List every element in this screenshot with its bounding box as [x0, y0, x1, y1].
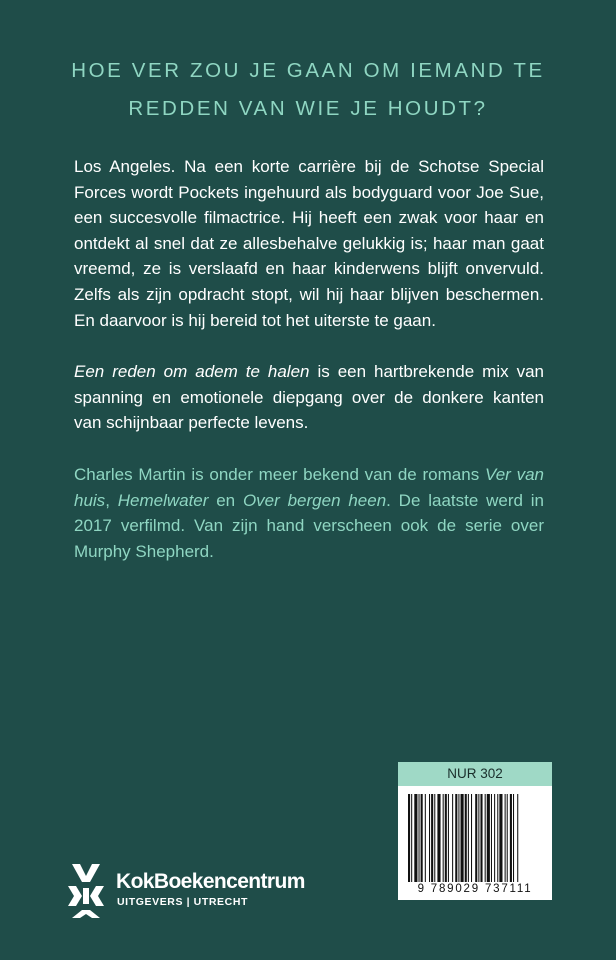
blurb-paragraph-2 [74, 359, 544, 436]
barcode-bar [507, 794, 508, 882]
barcode-bar [487, 794, 490, 882]
barcode-bar [421, 794, 423, 882]
barcode-bar [411, 794, 412, 882]
barcode-bar [414, 794, 417, 882]
barcode-bar [485, 794, 486, 882]
barcode-bar [431, 794, 433, 882]
barcode-bar [499, 794, 502, 882]
barcode-bar [497, 794, 498, 882]
tagline-line-1: HOE VER ZOU JE GAAN OM IEMAND TE [71, 59, 545, 82]
tagline [0, 52, 616, 128]
barcode-bar [445, 794, 447, 882]
star-burst-icon [66, 862, 106, 920]
author-text-3: en [208, 490, 243, 510]
author-book-title-1: Ver van huis [74, 464, 544, 510]
barcode-bar [478, 794, 479, 882]
publisher-logo [66, 862, 336, 932]
blurb-paragraph-2-text: is een hartbrekende mix van spanning en emotionele diepgang over de donkere kanten van schijnbaar perfecte levens. [74, 362, 544, 433]
barcode-bar [491, 794, 492, 882]
barcode-bar [475, 794, 477, 882]
barcode-bar [458, 794, 459, 882]
back-cover-text [74, 154, 544, 590]
barcode-bar [468, 794, 469, 882]
barcode-bar [452, 794, 453, 882]
barcode-bar [461, 794, 464, 882]
author-text-1: Charles Martin is onder meer bekend van de romans [74, 464, 485, 484]
blurb-paragraph-1: Los Angeles. Na een korte carrière bij de Schotse Special Forces wordt Pockets ingehuurd als bodyguard voor Joe Sue, een succesvolle filmactrice. Hij heeft een zwak voor haar en ontdekt al snel dat ze allesbehalve gelukkig is; haar man gaat vreemd, ze is verslaafd en haar kinderwens blijft onvervuld. Zelfs als zijn opdracht stopt, wil hij haar blijven beschermen. En daarvoor is hij bereid tot het uiterste te gaan. [74, 157, 544, 330]
barcode-bar [429, 794, 430, 882]
barcode-bar [465, 794, 467, 882]
barcode [398, 786, 552, 900]
barcode-bar [448, 794, 449, 882]
barcode-bar [510, 794, 512, 882]
author-paragraph [74, 462, 544, 564]
barcode-bar [437, 794, 440, 882]
barcode-bar [494, 794, 495, 882]
barcode-bar [517, 794, 518, 882]
barcode-bar [471, 794, 472, 882]
barcode-bar [425, 794, 426, 882]
barcode-bar [434, 794, 435, 882]
barcode-bars [408, 794, 542, 882]
publisher-subtitle: UITGEVERS | UTRECHT [117, 896, 249, 908]
isbn-number: 9 789029 737111 [417, 883, 533, 895]
tagline-line-2: REDDEN VAN WIE JE HOUDT? [128, 97, 488, 120]
barcode-bar [419, 794, 420, 882]
barcode-bar [505, 794, 506, 882]
nur-label: NUR 302 [398, 762, 552, 786]
author-book-title-3: Over bergen heen [242, 490, 387, 510]
barcode-bar [408, 794, 410, 882]
author-text-2: , [105, 490, 118, 510]
author-text-4: . De laatste werd in 2017 verfilmd. Van zijn hand verscheen ook de serie over Murphy Shepherd. [74, 490, 544, 561]
barcode-bar [480, 794, 482, 882]
book-title: Een reden om adem te halen [74, 362, 310, 382]
author-book-title-2: Hemelwater [117, 490, 209, 510]
barcode-bar [455, 794, 457, 882]
barcode-bar [443, 794, 444, 882]
barcode-bar [513, 794, 514, 882]
publisher-name: KokBoekencentrum [116, 870, 305, 893]
